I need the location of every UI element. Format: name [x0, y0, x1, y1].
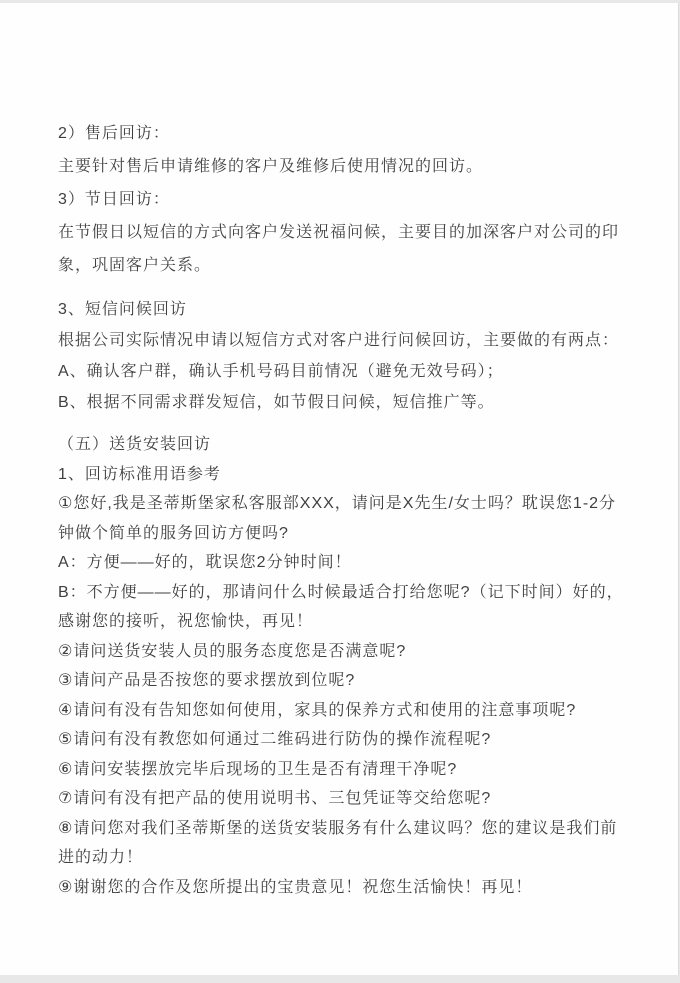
- text-line: 主要针对售后申请维修的客户及维修后使用情况的回访。: [58, 158, 484, 175]
- text-line: ⑨谢谢您的合作及您所提出的宝贵意见！祝您生活愉快！再见！: [58, 878, 533, 896]
- text-line: 进的动力！: [58, 849, 144, 866]
- text-line: ①您好,我是圣蒂斯堡家私客服部XXX，请问是X先生/女士吗？耽误您1-2分: [58, 495, 617, 512]
- text-line: ③请问产品是否按您的要求摆放到位呢?: [58, 672, 356, 689]
- text-line: ②请问送货安装人员的服务态度您是否满意呢?: [58, 642, 407, 660]
- text-line: 2）售后回访：: [58, 125, 170, 142]
- text-line: 1、回访标准用语参考: [58, 465, 221, 483]
- text-line: B：不方便——好的，那请问什么时候最适合打给您呢?（记下时间）好的，: [58, 583, 624, 601]
- text-line: 3、短信问候回访: [58, 301, 187, 318]
- document-page: [0, 3, 679, 975]
- text-line: 钟做个简单的服务回访方便吗?: [58, 524, 289, 542]
- text-line: ⑦请问有没有把产品的使用说明书、三包凭证等交给您呢?: [58, 790, 492, 807]
- text-line: A：方便——好的，耽误您2分钟时间！: [58, 554, 352, 571]
- text-line: B、根据不同需求群发短信，如节假日问候，短信推广等。: [58, 394, 495, 411]
- text-line: ④请问有没有告知您如何使用，家具的保养方式和使用的注意事项呢?: [58, 701, 577, 719]
- text-line: 象，巩固客户关系。: [58, 257, 212, 274]
- text-line: ⑥请问安装摆放完毕后现场的卫生是否有清理干净呢?: [58, 760, 458, 778]
- text-line: （五）送货安装回访: [58, 436, 212, 453]
- text-line: ⑧请问您对我们圣蒂斯堡的送货安装服务有什么建议吗？您的建议是我们前: [58, 819, 618, 837]
- text-line: 感谢您的接听，祝您愉快，再见！: [58, 613, 314, 630]
- text-line: 在节假日以短信的方式向客户发送祝福问候，主要目的加深客户对公司的印: [58, 224, 620, 241]
- text-line: ⑤请问有没有教您如何通过二维码进行防伪的操作流程呢?: [58, 731, 492, 748]
- section-sms-greeting-callback: [58, 294, 642, 418]
- section-return-visit-types: [58, 117, 642, 282]
- text-line: A、确认客户群，确认手机号码目前情况（避免无效号码）；: [58, 363, 504, 380]
- text-line: 根据公司实际情况申请以短信方式对客户进行问候回访，主要做的有两点：: [58, 332, 620, 349]
- section-delivery-install-callback: [58, 430, 642, 902]
- document-content: [0, 3, 678, 902]
- text-line: 3）节日回访：: [58, 191, 170, 208]
